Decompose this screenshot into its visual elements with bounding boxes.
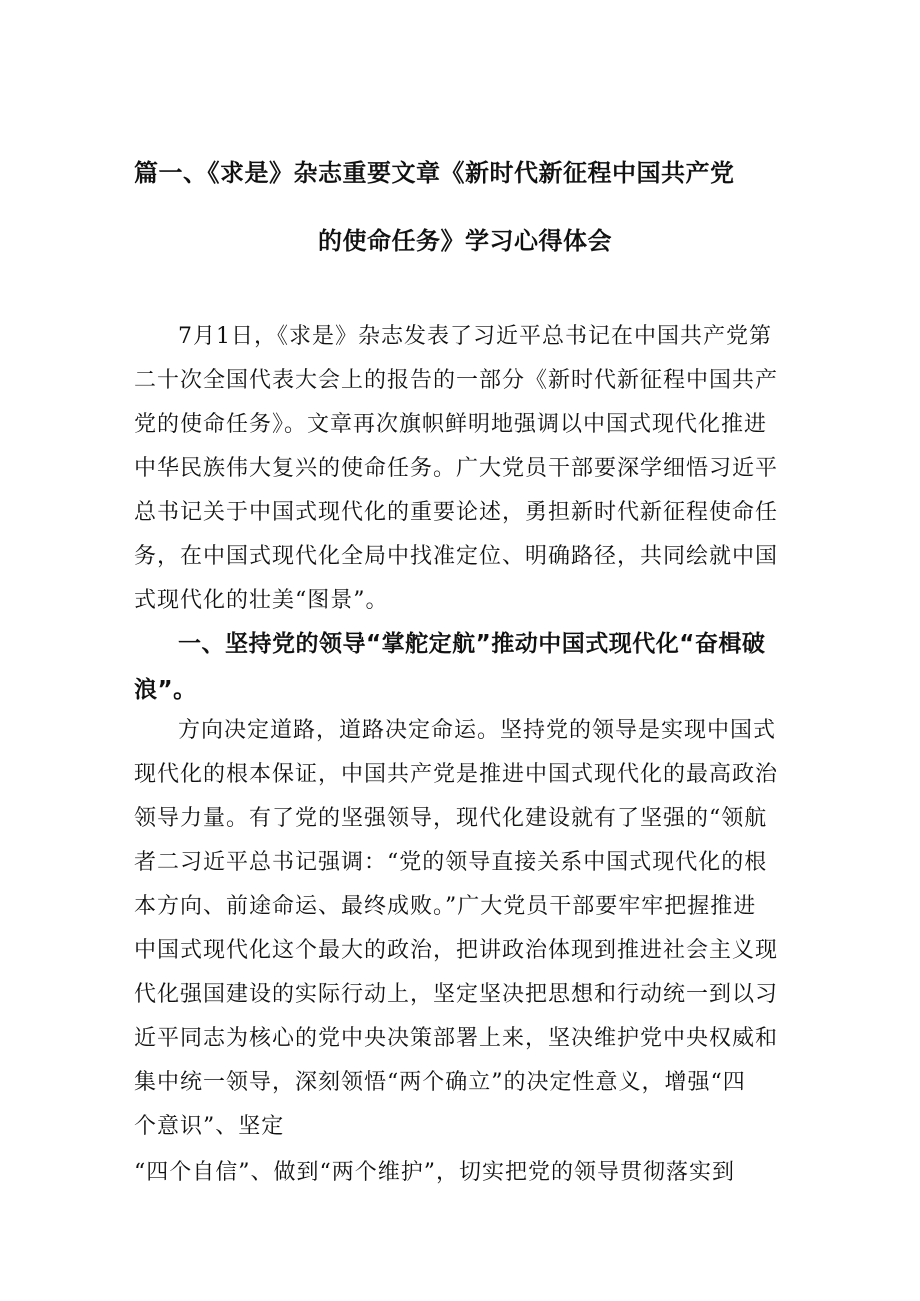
paragraph-2-line: 方向决定道路，道路决定命运。坚持党的领导是实现中国式 <box>178 718 777 743</box>
paragraph-2-line: 者二习近平总书记强调：“党的领导直接关系中国式现代化的根 <box>134 850 768 875</box>
paragraph-1-line: 二十次全国代表大会上的报告的一部分《新时代新征程中国共产 <box>134 368 779 393</box>
paragraph-2-line: 近平同志为核心的党中央决策部署上来，坚决维护党中央权威和 <box>134 1026 779 1051</box>
paragraph-1-line: 式现代化的壮美“图景”。 <box>134 588 389 613</box>
paragraph-2-line: 领导力量。有了党的坚强领导，现代化建设就有了坚强的“领航 <box>134 806 768 831</box>
document-title-line-1: 篇一、《求是》杂志重要文章《新时代新征程中国共产党 <box>134 159 735 187</box>
section-heading-line-1: 一、坚持党的领导“掌舵定航”推动中国式现代化“奋楫破 <box>178 631 766 657</box>
document-title-line-2: 的使命任务》学习心得体会 <box>318 227 612 255</box>
paragraph-1-line: 中华民族伟大复兴的使命任务。广大党员干部要深学细悟习近平 <box>134 456 779 481</box>
paragraph-2-line: “四个自信”、做到“两个维护”，切实把党的领导贯彻落实到 <box>134 1160 735 1185</box>
paragraph-2-line: 集中统一领导，深刻领悟“两个确立”的决定性意义，增强“四 <box>134 1070 746 1095</box>
paragraph-2-line: 代化强国建设的实际行动上，坚定坚决把思想和行动统一到以习 <box>134 982 779 1007</box>
paragraph-1-line: 7月1日，《求是》杂志发表了习近平总书记在中国共产党第 <box>178 324 772 349</box>
paragraph-2-line: 个意识”、坚定 <box>134 1114 285 1139</box>
paragraph-1-line: 总书记关于中国式现代化的重要论述，勇担新时代新征程使命任 <box>134 500 779 525</box>
paragraph-2-line: 现代化的根本保证，中国共产党是推进中国式现代化的最高政治 <box>134 762 779 787</box>
paragraph-1-line: 党的使命任务》。文章再次旗帜鲜明地强调以中国式现代化推进 <box>134 412 768 437</box>
paragraph-2-line: 中国式现代化这个最大的政治，把讲政治体现到推进社会主义现 <box>134 938 779 963</box>
paragraph-2-line: 本方向、前途命运、最终成败。”广大党员干部要牢牢把握推进 <box>134 894 757 919</box>
paragraph-1-line: 务，在中国式现代化全局中找准定位、明确路径，共同绘就中国 <box>134 544 779 569</box>
section-heading-line-2: 浪”。 <box>134 677 197 703</box>
